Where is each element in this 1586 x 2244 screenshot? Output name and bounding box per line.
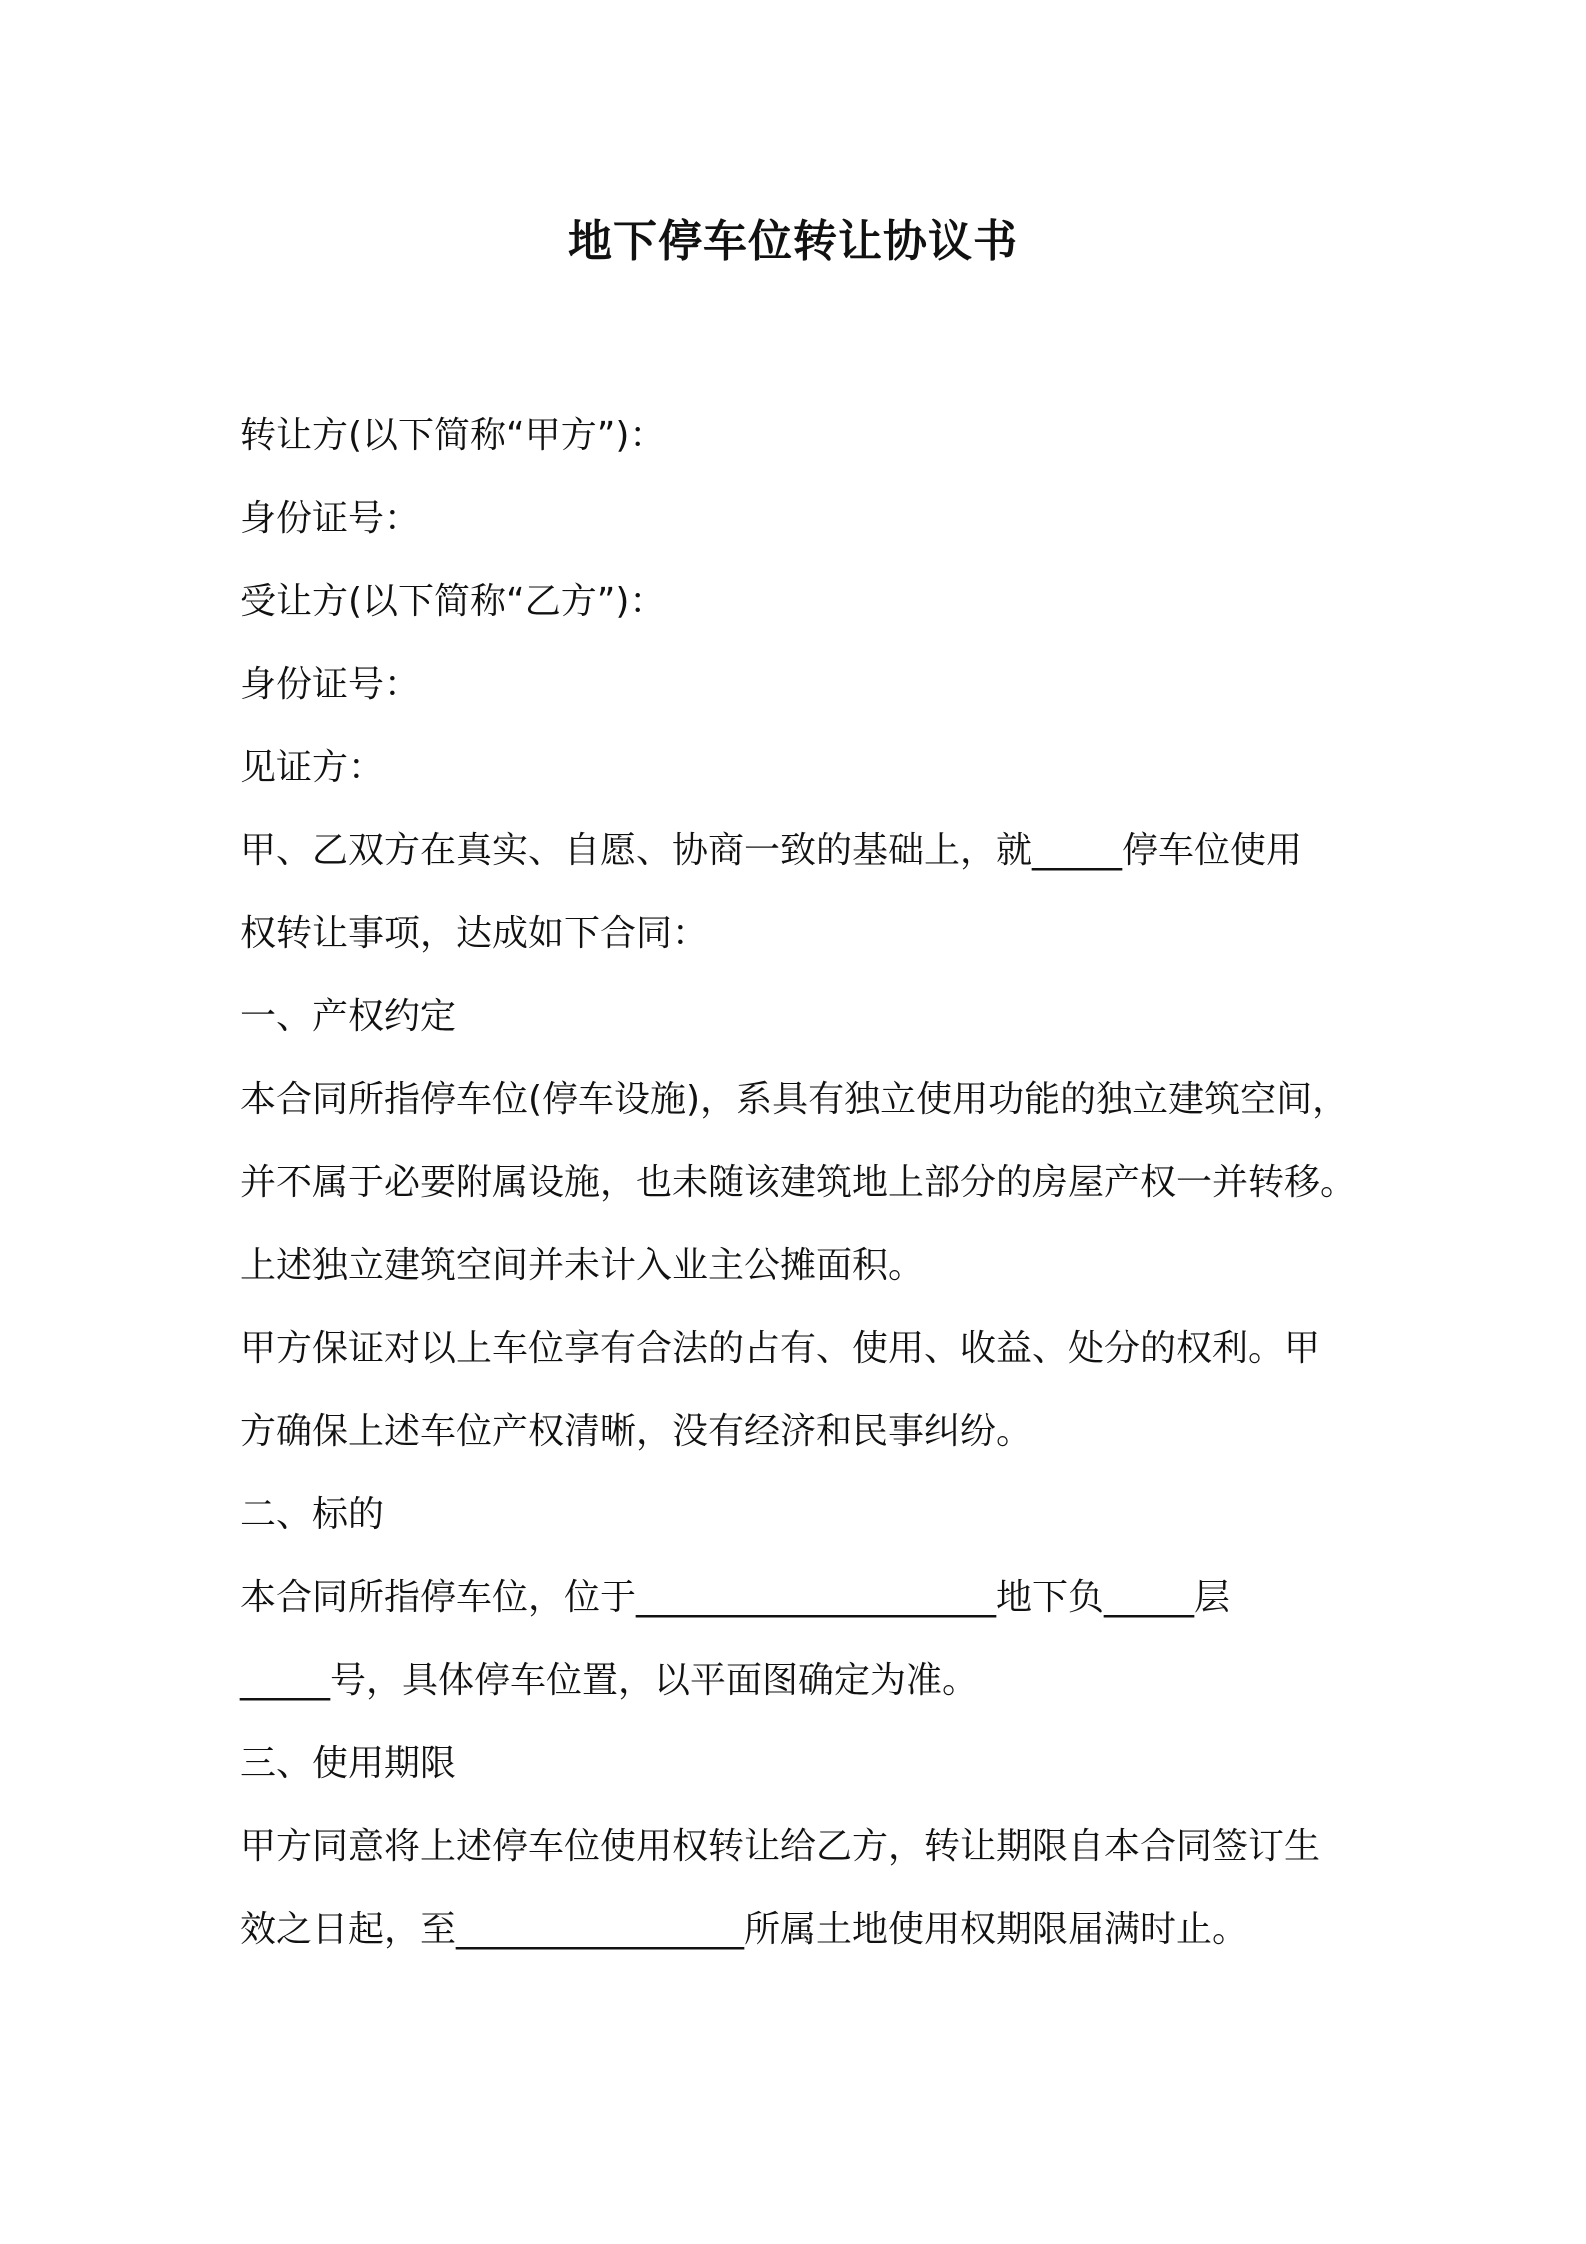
document-title: 地下停车位转让协议书 [568, 216, 1018, 267]
section-1-line-5: 方确保上述车位产权清晰，没有经济和民事纠纷。 [240, 1411, 1033, 1452]
section-1-line-2: 并不属于必要附属设施，也未随该建筑地上部分的房屋产权一并转移。 [240, 1162, 1357, 1203]
section-3-line-2: 效之日起，至________________所属土地使用权期限届满时止。 [240, 1909, 1249, 1950]
section-heading-1: 一、产权约定 [240, 996, 457, 1037]
preamble-line-2: 权转让事项，达成如下合同： [240, 913, 709, 954]
section-2-line-1: 本合同所指停车位，位于____________________地下负_____层 [240, 1577, 1231, 1618]
party-b-line: 受让方(以下简称“乙方”)： [240, 581, 666, 622]
section-1-line-4: 甲方保证对以上车位享有合法的占有、使用、收益、处分的权利。甲 [240, 1328, 1321, 1369]
section-heading-3: 三、使用期限 [240, 1743, 457, 1784]
witness-line: 见证方： [240, 747, 385, 788]
party-b-id-line: 身份证号： [240, 664, 421, 705]
section-heading-2: 二、标的 [240, 1494, 385, 1535]
section-3-line-1: 甲方同意将上述停车位使用权转让给乙方，转让期限自本合同签订生 [240, 1826, 1321, 1867]
section-1-line-3: 上述独立建筑空间并未计入业主公摊面积。 [240, 1245, 925, 1286]
section-1-line-1: 本合同所指停车位(停车设施)，系具有独立使用功能的独立建筑空间， [240, 1079, 1349, 1120]
party-a-line: 转让方(以下简称“甲方”)： [240, 415, 666, 456]
party-a-id-line: 身份证号： [240, 498, 421, 539]
preamble-line-1: 甲、乙双方在真实、自愿、协商一致的基础上，就_____停车位使用 [240, 830, 1303, 871]
section-2-line-2: _____号，具体停车位置，以平面图确定为准。 [240, 1660, 979, 1701]
